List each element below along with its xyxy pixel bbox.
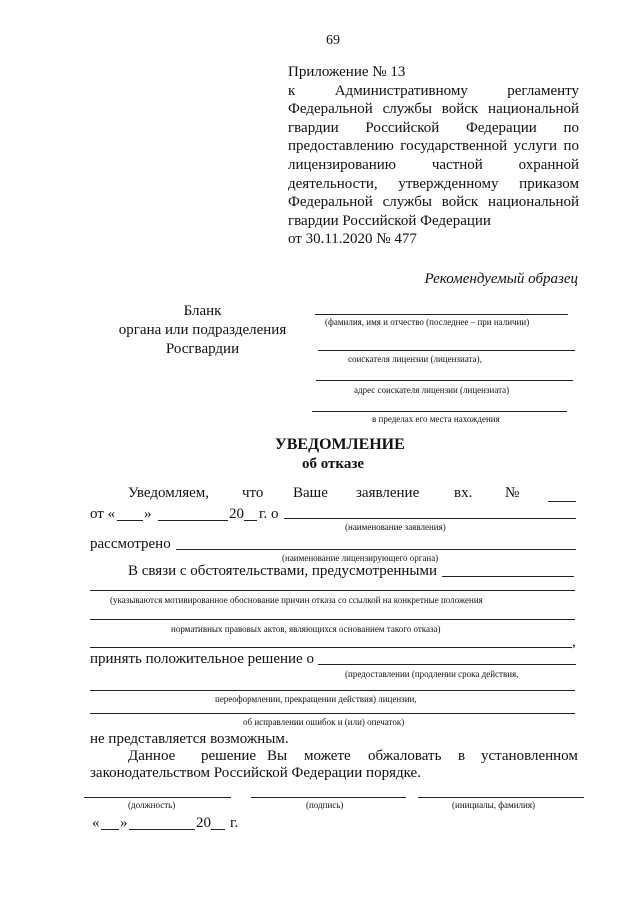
notify-word-1: Уведомляем, <box>128 485 210 501</box>
circumstances-line <box>442 576 574 577</box>
appeal-word-4: можете <box>304 748 351 764</box>
application-caption: (наименование заявления) <box>345 522 446 532</box>
notify-word-3: Ваше <box>293 485 328 501</box>
position-caption: (должность) <box>128 800 176 810</box>
reason-line-1 <box>90 590 575 591</box>
blank-rosgvardia: Росгвардии <box>165 341 240 357</box>
recipient-caption-3: адрес соискателя лицензии (лицензиата) <box>354 385 510 395</box>
appendix-line-1: к Административному регламенту <box>288 82 579 99</box>
blank-organ: органа или подразделения <box>118 322 287 338</box>
footer-suffix: г. <box>230 815 239 831</box>
circumstances-text: В связи с обстоятельствами, предусмотренными <box>128 563 438 579</box>
appendix-line-5: лицензированию частной охранной <box>288 156 579 173</box>
month-line <box>158 520 228 521</box>
appendix-line-3: гвардии Российской Федерации по <box>288 119 579 136</box>
reason-line-3 <box>90 647 572 648</box>
reason-caption-1: (указываются мотивированное обоснование причин отказа со ссылкой на конкретные положения <box>110 595 483 605</box>
appeal-word-1: Данное <box>128 748 176 764</box>
day-line <box>117 520 143 521</box>
application-name-line <box>284 518 576 519</box>
decision-line-3 <box>90 713 575 714</box>
appendix-line-6: деятельности, утвержденному приказом <box>288 175 579 192</box>
recipient-line-3 <box>316 380 573 381</box>
appendix-line-8: гвардии Российской Федерации <box>288 212 491 229</box>
from-suffix: г. о <box>259 506 279 522</box>
document-subtitle: об отказе <box>302 456 365 472</box>
recipient-line-1 <box>315 314 568 315</box>
appendix-line-4: предоставлению государственной услуги по <box>288 138 579 155</box>
from-prefix: от « <box>90 506 116 522</box>
notify-word-4: заявление <box>356 485 420 501</box>
document-title: УВЕДОМЛЕНИЕ <box>275 436 405 453</box>
decision-caption-3: об исправлении ошибок и (или) опечаток) <box>243 717 405 727</box>
appendix-line-7: Федеральной службы войск национальной <box>288 194 579 211</box>
notify-word-2: что <box>242 485 264 501</box>
reason-comma: , <box>572 634 576 650</box>
footer-date-open: « <box>92 815 100 831</box>
from-year: 20 <box>229 506 244 522</box>
not-possible-text: не представляется возможным. <box>90 731 289 747</box>
organ-caption: (наименование лицензирующего органа) <box>282 553 439 563</box>
incoming-number-line <box>548 501 576 502</box>
blank-label: Бланк <box>183 303 222 319</box>
blank-block <box>110 302 295 359</box>
notify-word-5: вх. <box>454 485 473 501</box>
initials-caption: (инициалы, фамилия) <box>452 800 535 810</box>
position-line <box>84 797 231 798</box>
decision-caption-2: переоформлении, прекращении действия) лицензии, <box>215 694 417 704</box>
appeal-word-3: Вы <box>267 748 288 764</box>
recipient-caption-4: в пределах его места нахождения <box>372 414 500 424</box>
recipient-caption-1: (фамилия, имя и отчество (последнее – при наличии) <box>325 317 530 327</box>
appeal-word-5: обжаловать <box>368 748 442 764</box>
footer-month-line <box>129 829 195 830</box>
page-number: 69 <box>326 33 340 48</box>
footer-date-close: » <box>120 815 128 831</box>
appeal-line-2: законодательством Российской Федерации порядке. <box>90 765 421 781</box>
year-line <box>244 520 257 521</box>
decision-line-2 <box>90 690 575 691</box>
recipient-caption-2: соискателя лицензии (лицензиата), <box>348 354 482 364</box>
appendix-line-2: Федеральной службы войск национальной <box>288 101 579 118</box>
initials-line <box>418 797 584 798</box>
from-quote: » <box>144 506 152 522</box>
decision-caption-1: (предоставлении (продлении срока действия, <box>345 669 519 679</box>
accept-text: принять положительное решение о <box>90 651 314 667</box>
appeal-word-6: в <box>458 748 466 764</box>
appendix-block <box>288 63 579 249</box>
recipient-line-4 <box>312 411 567 412</box>
decision-line-1 <box>318 664 576 665</box>
appendix-title: Приложение № 13 <box>288 64 406 80</box>
recommended-sample: Рекомендуемый образец <box>424 271 578 287</box>
notify-word-6: № <box>505 485 520 501</box>
footer-day-line <box>101 829 119 830</box>
appendix-date: от 30.11.2020 № 477 <box>288 231 417 248</box>
appeal-word-2: решение <box>201 748 257 764</box>
footer-year: 20 <box>196 815 211 831</box>
reviewed-label: рассмотрено <box>90 536 171 552</box>
reason-line-2 <box>90 619 575 620</box>
organ-line <box>176 549 576 550</box>
signature-caption: (подпись) <box>306 800 344 810</box>
reason-caption-2: нормативных правовых актов, являющихся основанием такого отказа) <box>171 624 441 634</box>
footer-year-line <box>211 829 225 830</box>
appeal-word-7: установленном <box>481 748 578 764</box>
signature-line <box>251 797 406 798</box>
recipient-line-2 <box>318 350 575 351</box>
